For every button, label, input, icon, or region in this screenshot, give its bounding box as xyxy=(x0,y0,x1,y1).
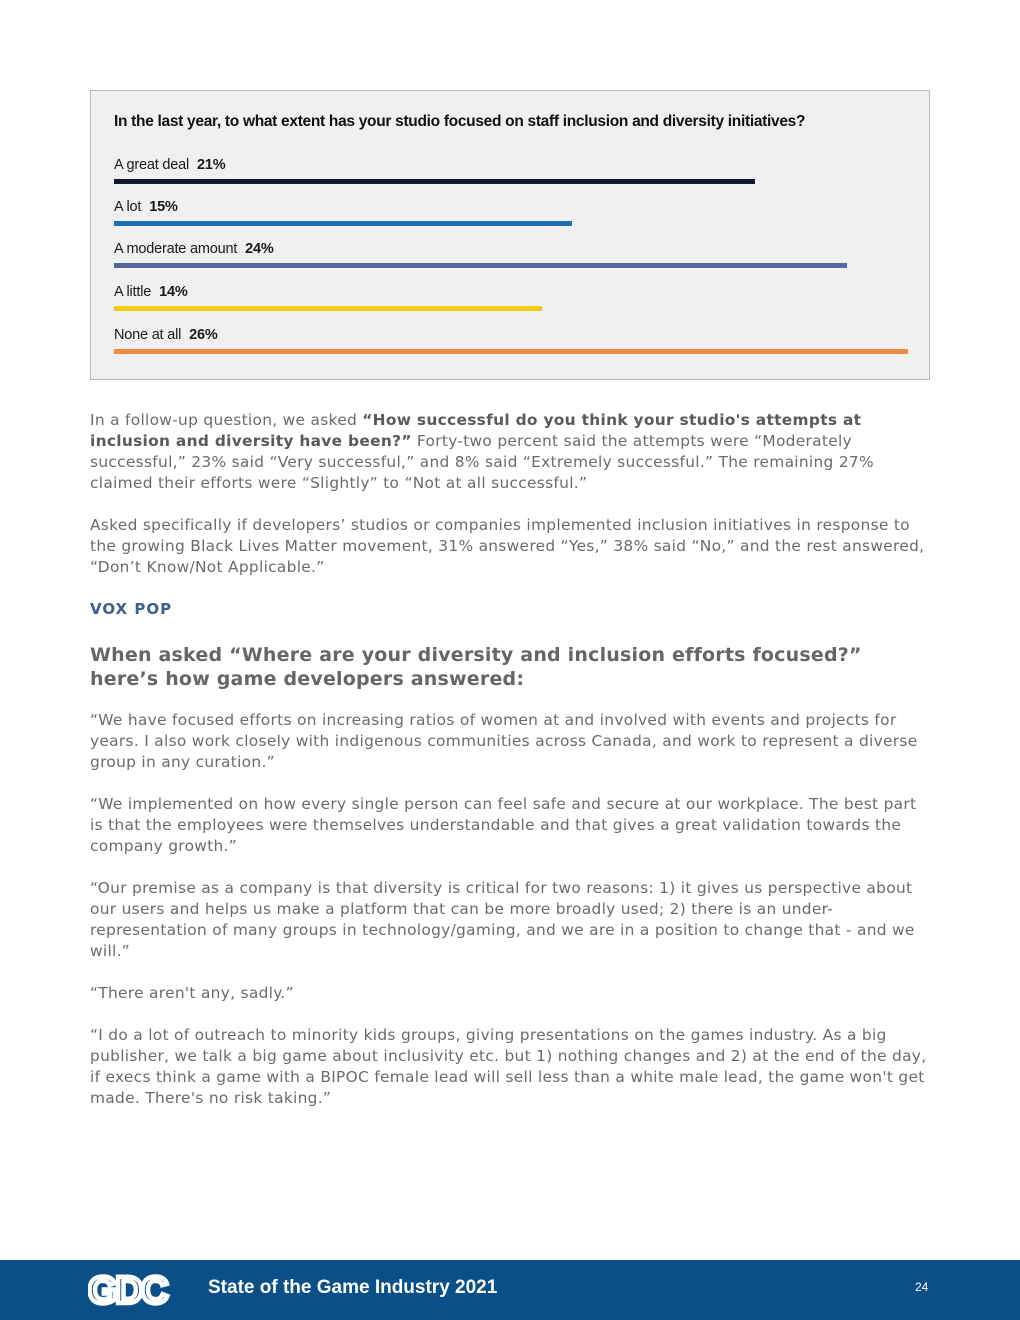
bar-label xyxy=(114,157,755,173)
footer-bar xyxy=(0,1260,1020,1320)
chart-row xyxy=(114,327,908,354)
gdc-logo xyxy=(88,1272,178,1313)
quote-text: “I do a lot of outreach to minority kids groups, giving presentations on the games industry. As a big publisher, we talk a big game about inclusivity etc. but 1) nothing changes and 2) at the end of the day, if execs think a game with a BIPOC female lead will sell less than a white male lead, the game won't get made. There's no risk taking.” xyxy=(90,1026,927,1107)
value-label: 26% xyxy=(189,327,218,343)
bar xyxy=(114,221,572,226)
followup-paragraph xyxy=(90,410,930,494)
category-label: A moderate amount xyxy=(114,241,238,257)
value-label: 14% xyxy=(159,284,188,300)
bar-label xyxy=(114,284,542,300)
footer-title: State of the Game Industry 2021 xyxy=(208,1277,498,1298)
value-label: 15% xyxy=(149,199,178,215)
survey-chart xyxy=(90,90,930,380)
bar xyxy=(114,179,755,184)
chart-title: In the last year, to what extent has your studio focused on staff inclusion and diversity initiatives? xyxy=(114,113,806,130)
quote-4 xyxy=(90,983,930,1004)
para1-question: “How successful do you think your studio's attempts at inclusion and diversity have been?” xyxy=(90,411,862,450)
page-number: 24 xyxy=(915,1280,929,1294)
quote-text: “We implemented on how every single person can feel safe and secure at our workplace. The best part is that the employees were themselves understandable and that gives a great validation towards the company growth.” xyxy=(90,795,917,855)
quote-1 xyxy=(90,710,930,773)
value-label: 24% xyxy=(245,241,274,257)
bar xyxy=(114,306,542,311)
quote-5 xyxy=(90,1025,930,1109)
category-label: A little xyxy=(114,284,152,300)
bar-label xyxy=(114,327,908,343)
bar-label xyxy=(114,241,847,257)
quote-text: “We have focused efforts on increasing ratios of women at and involved with events and projects for years. I also work closely with indigenous communities across Canada, and work to represent a diverse group in any curation.” xyxy=(90,711,918,771)
category-label: None at all xyxy=(114,327,182,343)
para1-intro: In a follow-up question, we asked xyxy=(90,411,363,429)
vox-pop-heading: When asked “Where are your diversity and inclusion efforts focused?” here’s how game developers answered: xyxy=(90,644,862,690)
category-label: A lot xyxy=(114,199,142,215)
chart-row xyxy=(114,241,847,268)
quote-text: “There aren't any, sadly.” xyxy=(90,984,294,1002)
chart-row xyxy=(114,284,542,311)
section-label: VOX POP xyxy=(90,600,173,618)
chart-row xyxy=(114,199,572,226)
quote-3 xyxy=(90,878,930,962)
para1-results: Forty-two percent said the attempts were “Moderately successful,” 23% said “Very successful,” and 8% said “Extremely successful.” The remaining 27% claimed their efforts were “Slightly” to “Not at all successful.” xyxy=(90,432,874,492)
quote-2 xyxy=(90,794,930,857)
bar-label xyxy=(114,199,572,215)
bar xyxy=(114,349,908,354)
svg-text:GDC: GDC xyxy=(88,1272,167,1308)
chart-row xyxy=(114,157,755,184)
quote-text: “Our premise as a company is that diversity is critical for two reasons: 1) it gives us perspective about our users and helps us make a platform that can be more broadly used; 2) there is an under-representation of many groups in technology/gaming, and we are in a position to change that - and we will.” xyxy=(90,879,915,960)
blm-text: Asked specifically if developers’ studios or companies implemented inclusion initiatives in response to the growing Black Lives Matter movement, 31% answered “Yes,” 38% said “No,” and the rest answered, “Don’t Know/Not Applicable.” xyxy=(90,516,925,576)
category-label: A great deal xyxy=(114,157,189,173)
bar xyxy=(114,263,847,268)
value-label: 21% xyxy=(197,157,226,173)
blm-paragraph xyxy=(90,515,930,578)
